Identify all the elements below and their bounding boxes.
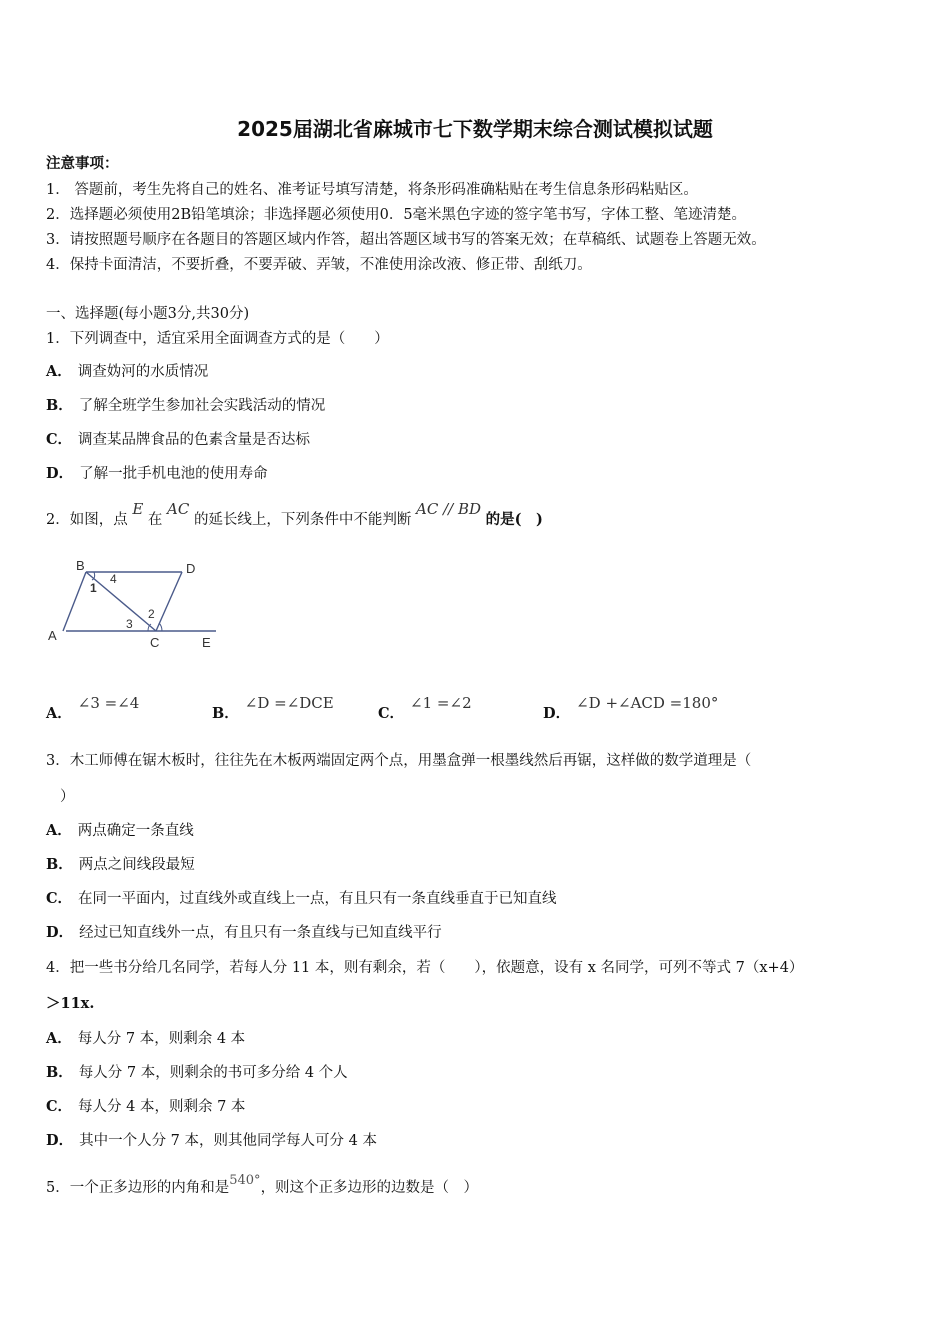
label-c: C (150, 635, 160, 650)
label-angle-2: 2 (148, 607, 155, 621)
q1-option-d: D． 了解一批手机电池的使用寿命 (46, 465, 268, 482)
question-4-stem-end: ＞11x. (46, 995, 95, 1012)
notice-item: 3．请按照题号顺序在各题目的答题区域内作答，超出答题区域书写的答案无效；在草稿纸、试题卷上答题无效。 (46, 232, 766, 248)
angle-540: 540° (229, 1173, 261, 1188)
question-3-stem: 3．木工师傅在锯木板时，往往先在木板两端固定两个点，用墨盒弹一根墨线然后再锯，这样做的数学道理是（ (46, 753, 752, 769)
label-angle-1: 1 (90, 581, 97, 595)
q4-option-a: A． 每人分 7 本，则剩余 4 本 (46, 1030, 246, 1047)
notice-item: 2．选择题必须使用2B铅笔填涂；非选择题必须使用0．5毫米黑色字迹的签字笔书写，字体工整、笔迹清楚。 (46, 207, 747, 223)
question-3-stem-end: ） (60, 789, 75, 805)
label-b: B (76, 558, 85, 573)
label-d: D (186, 561, 196, 576)
q4-option-c: C． 每人分 4 本，则剩余 7 本 (46, 1098, 246, 1115)
q4-option-d: D． 其中一个人分 7 本，则其他同学每人可分 4 本 (46, 1132, 377, 1149)
label-angle-4: 4 (110, 572, 117, 586)
q2-option-a: A．∠3 =∠4 (46, 694, 140, 722)
line-dc (156, 572, 182, 631)
q4-option-b: B． 每人分 7 本，则剩余的书可多分给 4 个人 (46, 1064, 348, 1081)
section-heading: 一、选择题(每小题3分,共30分) (46, 306, 250, 322)
q3-option-d: D． 经过已知直线外一点，有且只有一条直线与已知直线平行 (46, 924, 442, 941)
parallel-math: AC // BD (416, 500, 482, 518)
q3-option-a: A． 两点确定一条直线 (46, 822, 194, 839)
q1-option-a: A． 调查妫河的水质情况 (46, 363, 209, 380)
question-1-stem: 1．下列调查中，适宜采用全面调查方式的是（ ） (46, 331, 389, 347)
notice-item: 1． 答题前，考生先将自己的姓名、准考证号填写清楚，将条形码准确粘贴在考生信息条形码粘贴区。 (46, 182, 698, 198)
question-4-stem: 4．把一些书分给几名同学，若每人分 11 本，则有剩余，若（ ），依题意，设有 x 名同学，可列不等式 7（x+4） (46, 960, 804, 976)
point-e-math: E (132, 500, 144, 518)
angle-arc-2 (159, 623, 162, 631)
q3-option-b: B． 两点之间线段最短 (46, 856, 195, 873)
notice-heading: 注意事项： (46, 155, 119, 172)
question-5-stem: 5．一个正多边形的内角和是540°，则这个正多边形的边数是（ ） (46, 1173, 479, 1196)
q2-option-c: C．∠1 =∠2 (378, 694, 472, 722)
q1-option-b: B． 了解全班学生参加社会实践活动的情况 (46, 397, 326, 414)
page-title: 2025届湖北省麻城市七下数学期末综合测试模拟试题 (237, 117, 713, 141)
line-ab (63, 572, 86, 631)
geometry-figure (46, 556, 226, 660)
notice-item: 4．保持卡面清洁，不要折叠，不要弄破、弄皱，不准使用涂改液、修正带、刮纸刀。 (46, 257, 592, 273)
label-a: A (48, 628, 57, 643)
parallelogram-diagram (46, 556, 226, 656)
q3-option-c: C． 在同一平面内，过直线外或直线上一点，有且只有一条直线垂直于已知直线 (46, 890, 557, 907)
label-angle-3: 3 (126, 617, 133, 631)
q1-option-c: C． 调查某品牌食品的色素含量是否达标 (46, 431, 311, 448)
question-2-stem: 2．如图，点 E 在 AC 的延长线上，下列条件中不能判断 AC // BD 的是( ) (46, 500, 543, 528)
segment-ac-math: AC (167, 500, 190, 518)
q2-option-b: B．∠D =∠DCE (212, 694, 334, 722)
q2-option-d: D．∠D +∠ACD =180° (543, 694, 719, 722)
label-e: E (202, 635, 211, 650)
